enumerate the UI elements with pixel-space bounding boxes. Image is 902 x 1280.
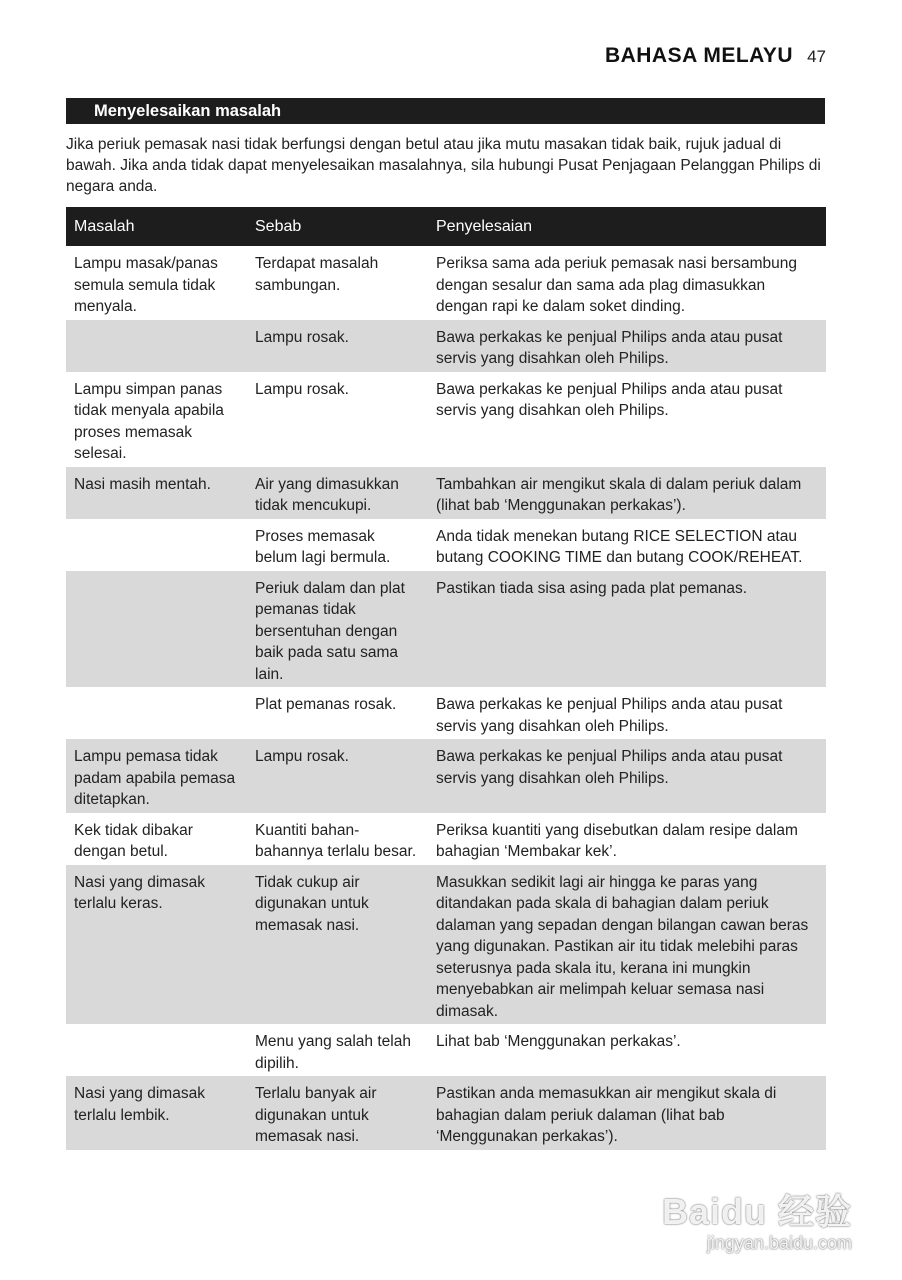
table-row xyxy=(66,372,826,467)
cell-problem: Lampu pemasa tidak padam apabila pemasa ditetapkan. xyxy=(66,739,247,813)
header-cause: Sebab xyxy=(247,207,428,246)
cell-cause: Proses memasak belum lagi bermula. xyxy=(247,519,428,571)
cell-cause: Plat pemanas rosak. xyxy=(247,687,428,739)
table-row xyxy=(66,865,826,1025)
table-row xyxy=(66,813,826,865)
cell-problem: Lampu masak/panas semula semula tidak menyala. xyxy=(66,246,247,320)
watermark-url: jingyan.baidu.com xyxy=(706,1233,852,1253)
cell-solution: Bawa perkakas ke penjual Philips anda atau pusat servis yang disahkan oleh Philips. xyxy=(428,739,826,813)
cell-solution: Tambahkan air mengikut skala di dalam periuk dalam (lihat bab ‘Menggunakan perkakas’). xyxy=(428,467,826,519)
cell-problem: Nasi yang dimasak terlalu keras. xyxy=(66,865,247,1025)
cell-solution: Bawa perkakas ke penjual Philips anda atau pusat servis yang disahkan oleh Philips. xyxy=(428,372,826,467)
intro-paragraph: Jika periuk pemasak nasi tidak berfungsi dengan betul atau jika mutu masakan tidak baik, rujuk jadual di bawah. Jika anda tidak dapat menyelesaikan masalahnya, sila hubungi Pusat Penjagaan Pelanggan Philips di negara anda. xyxy=(66,136,821,195)
header-solution: Penyelesaian xyxy=(428,207,826,246)
cell-problem xyxy=(66,687,247,739)
cell-problem: Nasi masih mentah. xyxy=(66,467,247,519)
table-header-row xyxy=(66,207,826,246)
cell-cause: Periuk dalam dan plat pemanas tidak bersentuhan dengan baik pada satu sama lain. xyxy=(247,571,428,688)
section-title: Menyelesaikan masalah xyxy=(66,98,825,124)
table-row xyxy=(66,571,826,688)
cell-cause: Kuantiti bahan-bahannya terlalu besar. xyxy=(247,813,428,865)
cell-problem: Nasi yang dimasak terlalu lembik. xyxy=(66,1076,247,1150)
table-row xyxy=(66,687,826,739)
watermark xyxy=(662,1184,852,1254)
cell-problem: Lampu simpan panas tidak menyala apabila proses memasak selesai. xyxy=(66,372,247,467)
page-number: 47 xyxy=(807,47,826,66)
cell-cause: Menu yang salah telah dipilih. xyxy=(247,1024,428,1076)
cell-solution: Masukkan sedikit lagi air hingga ke paras yang ditandakan pada skala di bahagian dalam periuk dalaman yang sepadan dengan bilangan cawan beras yang digunakan. Pastikan air itu tidak melebihi paras seterusnya pada skala itu, kerana ini mungkin menyebabkan air melimpah keluar semasa nasi dimasak. xyxy=(428,865,826,1025)
cell-cause: Lampu rosak. xyxy=(247,372,428,467)
table-row xyxy=(66,519,826,571)
cell-solution: Pastikan tiada sisa asing pada plat pemanas. xyxy=(428,571,826,688)
cell-solution: Bawa perkakas ke penjual Philips anda atau pusat servis yang disahkan oleh Philips. xyxy=(428,687,826,739)
cell-solution: Bawa perkakas ke penjual Philips anda atau pusat servis yang disahkan oleh Philips. xyxy=(428,320,826,372)
cell-problem xyxy=(66,571,247,688)
page-header xyxy=(605,44,826,68)
table-row xyxy=(66,1024,826,1076)
table-row xyxy=(66,320,826,372)
cell-solution: Periksa kuantiti yang disebutkan dalam resipe dalam bahagian ‘Membakar kek’. xyxy=(428,813,826,865)
cell-solution: Lihat bab ‘Menggunakan perkakas’. xyxy=(428,1024,826,1076)
table-row xyxy=(66,739,826,813)
cell-cause: Air yang dimasukkan tidak mencukupi. xyxy=(247,467,428,519)
cell-solution: Periksa sama ada periuk pemasak nasi bersambung dengan sesalur dan sama ada plag dimasukkan dengan rapi ke dalam soket dinding. xyxy=(428,246,826,320)
troubleshooting-table xyxy=(66,207,826,1150)
cell-solution: Pastikan anda memasukkan air mengikut skala di bahagian dalam periuk dalaman (lihat bab ‘Menggunakan perkakas’). xyxy=(428,1076,826,1150)
cell-problem xyxy=(66,320,247,372)
cell-cause: Lampu rosak. xyxy=(247,739,428,813)
cell-cause: Tidak cukup air digunakan untuk memasak nasi. xyxy=(247,865,428,1025)
cell-problem: Kek tidak dibakar dengan betul. xyxy=(66,813,247,865)
table-row xyxy=(66,246,826,320)
cell-cause: Lampu rosak. xyxy=(247,320,428,372)
cell-solution: Anda tidak menekan butang RICE SELECTION atau butang COOKING TIME dan butang COOK/REHEAT. xyxy=(428,519,826,571)
table-row xyxy=(66,1076,826,1150)
watermark-brand: Baidu 经验 xyxy=(661,1191,852,1232)
language-title: BAHASA MELAYU xyxy=(604,44,794,67)
cell-cause: Terdapat masalah sambungan. xyxy=(247,246,428,320)
header-problem: Masalah xyxy=(66,207,247,246)
table-row xyxy=(66,467,826,519)
cell-problem xyxy=(66,519,247,571)
cell-cause: Terlalu banyak air digunakan untuk memasak nasi. xyxy=(247,1076,428,1150)
cell-problem xyxy=(66,1024,247,1076)
